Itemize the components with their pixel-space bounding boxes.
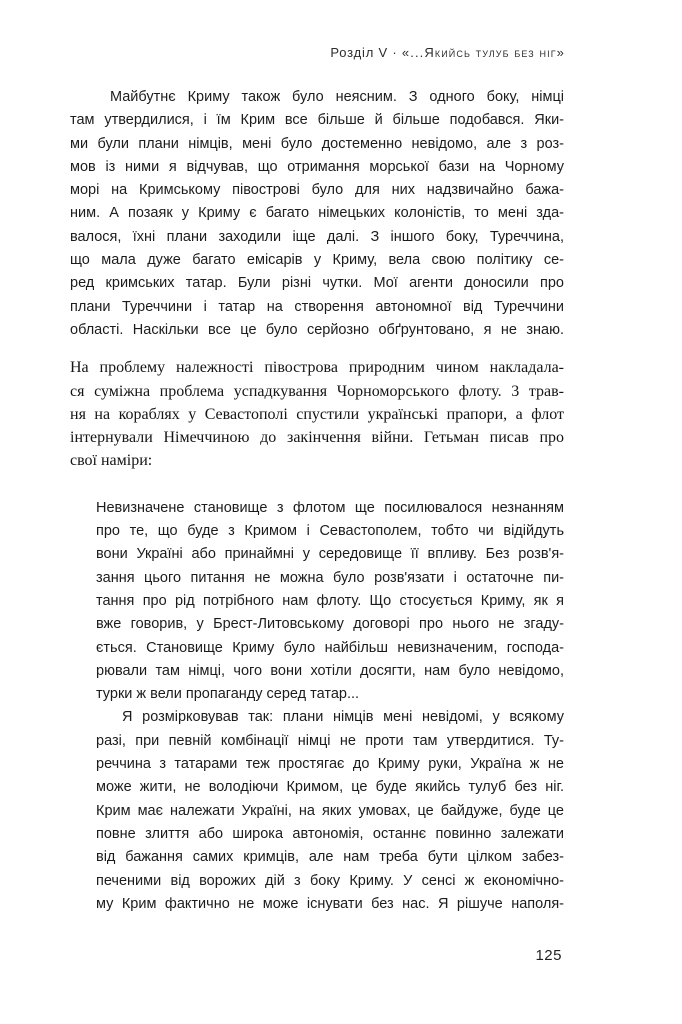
narration-paragraph bbox=[70, 356, 564, 472]
text-line: турки ж вели пропаганду серед татар... bbox=[96, 686, 360, 703]
running-head bbox=[330, 45, 565, 60]
text-line: повне злиття або широка автономія, останнє повинно залежати bbox=[96, 825, 564, 842]
text-line: області. Наскільки все це було серйозно обґрунтовано, я не знаю. bbox=[70, 321, 564, 338]
text-line: разі, при певній комбінації німці не проти там утвердитися. Ту- bbox=[96, 732, 564, 749]
block-quote-paragraph bbox=[96, 706, 564, 916]
text-line: ми були плани німців, мені було достеменно невідомо, але з роз- bbox=[70, 135, 564, 152]
running-head-title: «...Якийсь тулуб без ніг» bbox=[401, 45, 565, 60]
block-quote-paragraph bbox=[96, 497, 564, 707]
text-line: там утвердилися, і їм Крим все більше й більше подобався. Яки- bbox=[70, 112, 564, 129]
text-line: інтернували Німеччиною до закінчення війни. Гетьман писав про bbox=[70, 429, 564, 447]
text-line: Невизначене становище з флотом ще посилювалося незнанням bbox=[96, 499, 564, 516]
text-column bbox=[70, 86, 564, 916]
text-line: ним. А позаяк у Криму є багато німецьких колоністів, то мені зда- bbox=[70, 205, 564, 222]
memoir-quote-continued bbox=[70, 86, 564, 342]
text-line: свої наміри: bbox=[70, 452, 153, 470]
running-head-separator: · bbox=[387, 45, 402, 60]
text-line: печеними від ворожих дій з боку Криму. У сенсі ж економічно- bbox=[96, 872, 564, 889]
text-line: ня на кораблях у Севастополі спустили українські прапори, а флот bbox=[70, 405, 564, 423]
text-line: ред кримських татар. Були різні чутки. Мої агенти доносили про bbox=[70, 275, 564, 292]
running-head-chapter: Розділ V bbox=[330, 45, 388, 60]
text-line: що мала дуже багато емісарів у Криму, вела свою політику се- bbox=[70, 252, 564, 269]
text-line: про те, що буде з Кримом і Севастополем, тобто чи відійдуть bbox=[96, 523, 564, 540]
block-quote bbox=[70, 497, 564, 916]
text-line: мов із ними я відчував, що отримання морської бази на Чорному bbox=[70, 158, 564, 175]
text-line: рювали там німці, чого вони хотіли досягти, нам було невідомо, bbox=[96, 662, 564, 679]
text-line: Майбутнє Криму також було неясним. З одного боку, німці bbox=[110, 89, 564, 105]
text-line: плани Туреччини і татар на створення автономної від Туреччини bbox=[70, 298, 564, 315]
text-line: ся суміжна проблема успадкування Чорноморського флоту. 3 трав- bbox=[70, 382, 564, 400]
text-line: вже говорив, у Брест-Литовському договорі про нього не згаду- bbox=[96, 616, 564, 633]
page-number: 125 bbox=[535, 947, 562, 964]
text-line: вони Україні або принаймні у середовище її впливу. Без розв'я- bbox=[96, 546, 564, 563]
text-line: реччина з татарами теж простягає до Криму руки, Україна ж не bbox=[96, 756, 564, 773]
text-line: На проблему належності півострова природним чином накладала- bbox=[70, 359, 564, 377]
text-line: зання цього питання не можна було розв'язати і остаточне пи- bbox=[96, 569, 564, 586]
text-line: від бажання самих кримців, але нам треба бути цілком забез- bbox=[96, 849, 564, 866]
text-line: морі на Кримському півострові було для них надзвичайно бажа- bbox=[70, 182, 564, 199]
text-line: ється. Становище Криму було найбільш невизначеним, господа- bbox=[96, 639, 564, 656]
text-line: му Крим фактично не може існувати без нас. Я рішуче наполя- bbox=[96, 895, 564, 912]
text-line: тання про рід потрібного нам флоту. Що стосується Криму, як я bbox=[96, 592, 564, 609]
text-line: Крим має належати Україні, на яких умовах, це байдуже, буде це bbox=[96, 802, 564, 819]
text-line: валося, їхні плани заходили іще далі. З іншого боку, Туреччина, bbox=[70, 228, 564, 245]
text-line: Я розмірковував так: плани німців мені невідомі, у всякому bbox=[122, 709, 564, 726]
text-line: може жити, не володіючи Кримом, це буде якийсь тулуб без ніг. bbox=[96, 779, 564, 796]
